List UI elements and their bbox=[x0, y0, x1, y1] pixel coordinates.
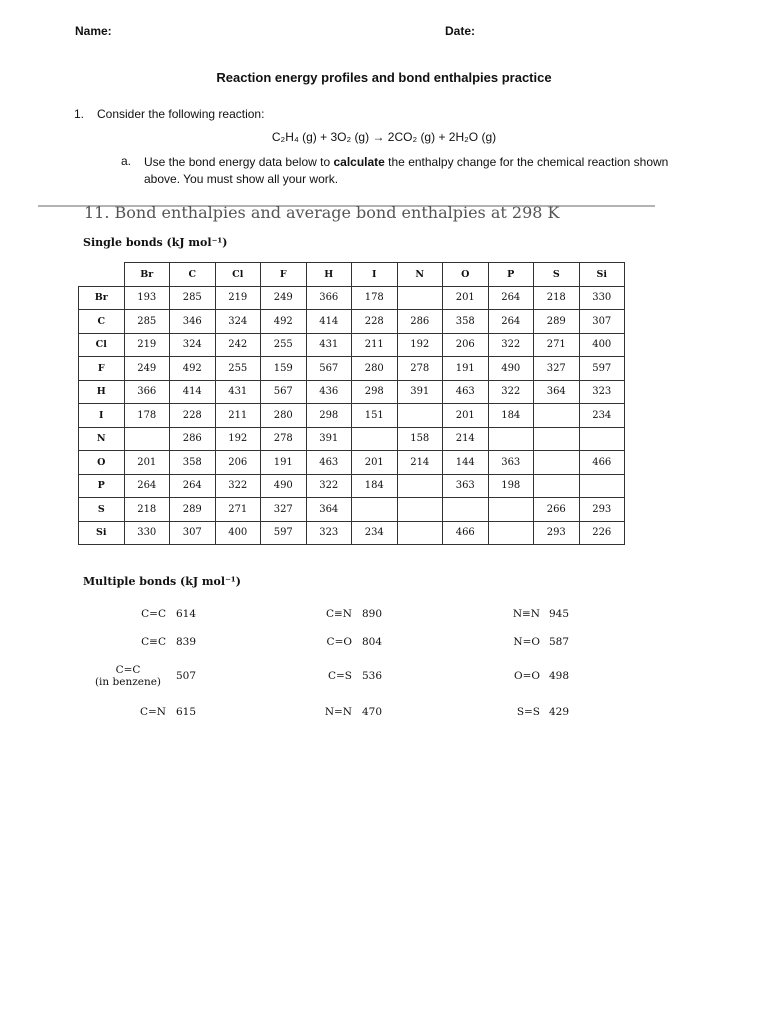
table-cell: 228 bbox=[352, 310, 398, 334]
subquestion-text bbox=[144, 154, 679, 188]
table-cell: 322 bbox=[488, 380, 534, 404]
table-cell: 178 bbox=[124, 404, 170, 428]
table-cell: 201 bbox=[352, 451, 398, 475]
column-header: O bbox=[443, 263, 489, 287]
row-header: C bbox=[79, 310, 125, 334]
multiple-bond-label bbox=[46, 608, 166, 620]
table-cell: 192 bbox=[397, 333, 443, 357]
table-cell: 228 bbox=[170, 404, 216, 428]
bond-value: 498 bbox=[549, 670, 570, 682]
table-cell: 346 bbox=[170, 310, 216, 334]
question-text: Consider the following reaction: bbox=[97, 107, 265, 121]
table-row bbox=[79, 498, 625, 522]
table-cell: 363 bbox=[488, 451, 534, 475]
table-row bbox=[79, 286, 625, 310]
table-cell: 286 bbox=[170, 427, 216, 451]
table-cell bbox=[579, 474, 625, 498]
table-cell bbox=[397, 498, 443, 522]
table-header-row bbox=[79, 263, 625, 287]
table-cell: 293 bbox=[579, 498, 625, 522]
table-row bbox=[79, 451, 625, 475]
table-cell: 597 bbox=[261, 521, 307, 545]
table-cell bbox=[534, 404, 580, 428]
bond-value: 615 bbox=[176, 706, 197, 718]
table-cell: 218 bbox=[534, 286, 580, 310]
table-cell: 307 bbox=[170, 521, 216, 545]
table-cell: 327 bbox=[261, 498, 307, 522]
table-cell: 201 bbox=[124, 451, 170, 475]
table-cell bbox=[124, 427, 170, 451]
table-cell: 492 bbox=[170, 357, 216, 381]
table-cell: 324 bbox=[215, 310, 261, 334]
table-cell: 330 bbox=[579, 286, 625, 310]
table-cell: 400 bbox=[215, 521, 261, 545]
table-cell: 285 bbox=[124, 310, 170, 334]
table-cell: 293 bbox=[534, 521, 580, 545]
table-cell: 414 bbox=[170, 380, 216, 404]
table-cell: 330 bbox=[124, 521, 170, 545]
table-cell: 151 bbox=[352, 404, 398, 428]
table-cell: 323 bbox=[579, 380, 625, 404]
bond-formula: C≡N bbox=[325, 608, 352, 620]
table-cell: 322 bbox=[215, 474, 261, 498]
table-cell: 400 bbox=[579, 333, 625, 357]
table-cell: 234 bbox=[579, 404, 625, 428]
multiple-bond-label bbox=[232, 608, 352, 620]
subquestion-text-bold: calculate bbox=[333, 155, 385, 169]
table-cell bbox=[397, 521, 443, 545]
table-cell: 463 bbox=[306, 451, 352, 475]
table-cell: 431 bbox=[306, 333, 352, 357]
table-cell bbox=[397, 404, 443, 428]
table-cell: 490 bbox=[261, 474, 307, 498]
subquestion-text-after: the enthalpy change for the chemical reaction shown above. You must show all your work. bbox=[144, 155, 669, 186]
single-bonds-table bbox=[78, 262, 625, 545]
table-cell: 414 bbox=[306, 310, 352, 334]
multiple-bond-label bbox=[88, 664, 168, 688]
table-cell: 255 bbox=[215, 357, 261, 381]
table-cell: 280 bbox=[352, 357, 398, 381]
table-cell: 158 bbox=[397, 427, 443, 451]
bond-value: 470 bbox=[362, 706, 383, 718]
table-row bbox=[79, 521, 625, 545]
table-cell: 298 bbox=[352, 380, 398, 404]
table-cell: 264 bbox=[124, 474, 170, 498]
table-cell: 492 bbox=[261, 310, 307, 334]
table-cell: 431 bbox=[215, 380, 261, 404]
single-bonds-heading: Single bonds (kJ mol⁻¹) bbox=[83, 236, 228, 249]
table-cell bbox=[534, 474, 580, 498]
table-cell: 436 bbox=[306, 380, 352, 404]
table-cell: 234 bbox=[352, 521, 398, 545]
section-title: 11. Bond enthalpies and average bond enthalpies at 298 K bbox=[84, 203, 560, 222]
column-header: P bbox=[488, 263, 534, 287]
column-header: Cl bbox=[215, 263, 261, 287]
table-cell: 249 bbox=[124, 357, 170, 381]
table-cell: 201 bbox=[443, 286, 489, 310]
table-cell: 178 bbox=[352, 286, 398, 310]
table-cell: 266 bbox=[534, 498, 580, 522]
table-cell: 280 bbox=[261, 404, 307, 428]
table-cell: 366 bbox=[124, 380, 170, 404]
table-row bbox=[79, 357, 625, 381]
table-cell: 286 bbox=[397, 310, 443, 334]
column-header: S bbox=[534, 263, 580, 287]
bond-note: (in benzene) bbox=[94, 676, 162, 688]
multiple-bond-label bbox=[46, 636, 166, 648]
table-cell: 218 bbox=[124, 498, 170, 522]
multiple-bond-label bbox=[420, 608, 540, 620]
bond-formula: N=N bbox=[324, 706, 352, 718]
reaction-equation: C₂H₄ (g) + 3O₂ (g) → 2CO₂ (g) + 2H₂O (g) bbox=[271, 130, 497, 144]
table-cell bbox=[534, 451, 580, 475]
table-cell bbox=[443, 498, 489, 522]
multiple-bond-label bbox=[232, 636, 352, 648]
multiple-bond-label bbox=[420, 636, 540, 648]
table-corner-cell bbox=[79, 263, 125, 287]
bond-formula: C≡C bbox=[141, 636, 166, 648]
bond-formula: C=S bbox=[327, 670, 352, 682]
row-header: O bbox=[79, 451, 125, 475]
bond-value: 429 bbox=[549, 706, 570, 718]
table-cell: 264 bbox=[488, 286, 534, 310]
bond-value: 839 bbox=[176, 636, 197, 648]
table-cell: 490 bbox=[488, 357, 534, 381]
table-cell: 327 bbox=[534, 357, 580, 381]
table-row bbox=[79, 427, 625, 451]
bond-value: 945 bbox=[549, 608, 570, 620]
row-header: P bbox=[79, 474, 125, 498]
table-cell: 249 bbox=[261, 286, 307, 310]
table-cell: 159 bbox=[261, 357, 307, 381]
table-cell: 391 bbox=[397, 380, 443, 404]
table-cell: 211 bbox=[352, 333, 398, 357]
bond-formula: C=C bbox=[141, 608, 166, 620]
bond-value: 890 bbox=[362, 608, 383, 620]
column-header: H bbox=[306, 263, 352, 287]
table-cell: 289 bbox=[170, 498, 216, 522]
table-cell: 285 bbox=[170, 286, 216, 310]
table-cell: 567 bbox=[306, 357, 352, 381]
page-title: Reaction energy profiles and bond enthalpies practice bbox=[216, 70, 552, 85]
table-row bbox=[79, 474, 625, 498]
subquestion-letter: a. bbox=[121, 154, 132, 168]
multiple-bond-label bbox=[420, 706, 540, 718]
bond-value: 536 bbox=[362, 670, 383, 682]
table-cell: 298 bbox=[306, 404, 352, 428]
table-cell: 289 bbox=[534, 310, 580, 334]
table-cell: 366 bbox=[306, 286, 352, 310]
bond-formula: N=O bbox=[513, 636, 540, 648]
table-row bbox=[79, 404, 625, 428]
table-cell: 271 bbox=[534, 333, 580, 357]
table-cell: 364 bbox=[306, 498, 352, 522]
table-cell: 463 bbox=[443, 380, 489, 404]
row-header: I bbox=[79, 404, 125, 428]
table-cell: 278 bbox=[397, 357, 443, 381]
subquestion-text-before: Use the bond energy data below to bbox=[144, 155, 334, 169]
table-cell: 597 bbox=[579, 357, 625, 381]
table-cell bbox=[488, 427, 534, 451]
multiple-bond-label bbox=[232, 706, 352, 718]
multiple-bond-label bbox=[232, 670, 352, 682]
bond-formula: C=C bbox=[115, 664, 141, 676]
table-cell: 264 bbox=[170, 474, 216, 498]
column-header: C bbox=[170, 263, 216, 287]
table-cell bbox=[488, 498, 534, 522]
question-number: 1. bbox=[74, 107, 85, 121]
table-cell: 358 bbox=[443, 310, 489, 334]
row-header: Cl bbox=[79, 333, 125, 357]
table-cell: 211 bbox=[215, 404, 261, 428]
table-cell: 214 bbox=[397, 451, 443, 475]
table-cell: 391 bbox=[306, 427, 352, 451]
table-cell: 214 bbox=[443, 427, 489, 451]
table-cell: 255 bbox=[261, 333, 307, 357]
table-cell: 322 bbox=[306, 474, 352, 498]
table-cell bbox=[397, 474, 443, 498]
bond-value: 614 bbox=[176, 608, 197, 620]
table-cell: 184 bbox=[352, 474, 398, 498]
bond-value: 804 bbox=[362, 636, 383, 648]
table-cell: 271 bbox=[215, 498, 261, 522]
bond-value: 507 bbox=[176, 670, 197, 682]
row-header: S bbox=[79, 498, 125, 522]
table-row bbox=[79, 333, 625, 357]
table-cell bbox=[397, 286, 443, 310]
table-cell: 567 bbox=[261, 380, 307, 404]
table-cell: 193 bbox=[124, 286, 170, 310]
table-cell: 226 bbox=[579, 521, 625, 545]
bond-formula: C=O bbox=[326, 636, 352, 648]
bond-formula: N≡N bbox=[512, 608, 540, 620]
table-cell: 144 bbox=[443, 451, 489, 475]
table-cell: 323 bbox=[306, 521, 352, 545]
column-header: Si bbox=[579, 263, 625, 287]
table-cell: 358 bbox=[170, 451, 216, 475]
bond-formula: S=S bbox=[516, 706, 540, 718]
row-header: N bbox=[79, 427, 125, 451]
table-cell: 264 bbox=[488, 310, 534, 334]
column-header: I bbox=[352, 263, 398, 287]
table-cell: 278 bbox=[261, 427, 307, 451]
multiple-bond-label bbox=[420, 670, 540, 682]
row-header: F bbox=[79, 357, 125, 381]
table-cell: 206 bbox=[443, 333, 489, 357]
multiple-bond-label bbox=[46, 706, 166, 718]
table-row bbox=[79, 380, 625, 404]
table-cell: 219 bbox=[215, 286, 261, 310]
table-cell: 466 bbox=[579, 451, 625, 475]
date-label: Date: bbox=[445, 24, 476, 38]
row-header: H bbox=[79, 380, 125, 404]
column-header: Br bbox=[124, 263, 170, 287]
table-cell: 363 bbox=[443, 474, 489, 498]
table-cell: 242 bbox=[215, 333, 261, 357]
table-cell: 324 bbox=[170, 333, 216, 357]
table-cell bbox=[352, 498, 398, 522]
table-row bbox=[79, 310, 625, 334]
bond-formula: O=O bbox=[513, 670, 540, 682]
table-cell: 192 bbox=[215, 427, 261, 451]
bond-formula: C=N bbox=[139, 706, 166, 718]
table-cell: 198 bbox=[488, 474, 534, 498]
table-cell: 206 bbox=[215, 451, 261, 475]
column-header: F bbox=[261, 263, 307, 287]
table-cell bbox=[488, 521, 534, 545]
row-header: Br bbox=[79, 286, 125, 310]
name-label: Name: bbox=[75, 24, 112, 38]
table-cell: 191 bbox=[261, 451, 307, 475]
table-cell: 201 bbox=[443, 404, 489, 428]
table-cell: 219 bbox=[124, 333, 170, 357]
table-cell bbox=[579, 427, 625, 451]
column-header: N bbox=[397, 263, 443, 287]
table-cell: 307 bbox=[579, 310, 625, 334]
table-cell: 322 bbox=[488, 333, 534, 357]
table-cell bbox=[534, 427, 580, 451]
table-cell: 184 bbox=[488, 404, 534, 428]
multiple-bonds-heading: Multiple bonds (kJ mol⁻¹) bbox=[83, 575, 241, 588]
row-header: Si bbox=[79, 521, 125, 545]
table-body bbox=[79, 286, 625, 545]
table-cell bbox=[352, 427, 398, 451]
table-cell: 364 bbox=[534, 380, 580, 404]
table-cell: 466 bbox=[443, 521, 489, 545]
bond-value: 587 bbox=[549, 636, 570, 648]
table-cell: 191 bbox=[443, 357, 489, 381]
